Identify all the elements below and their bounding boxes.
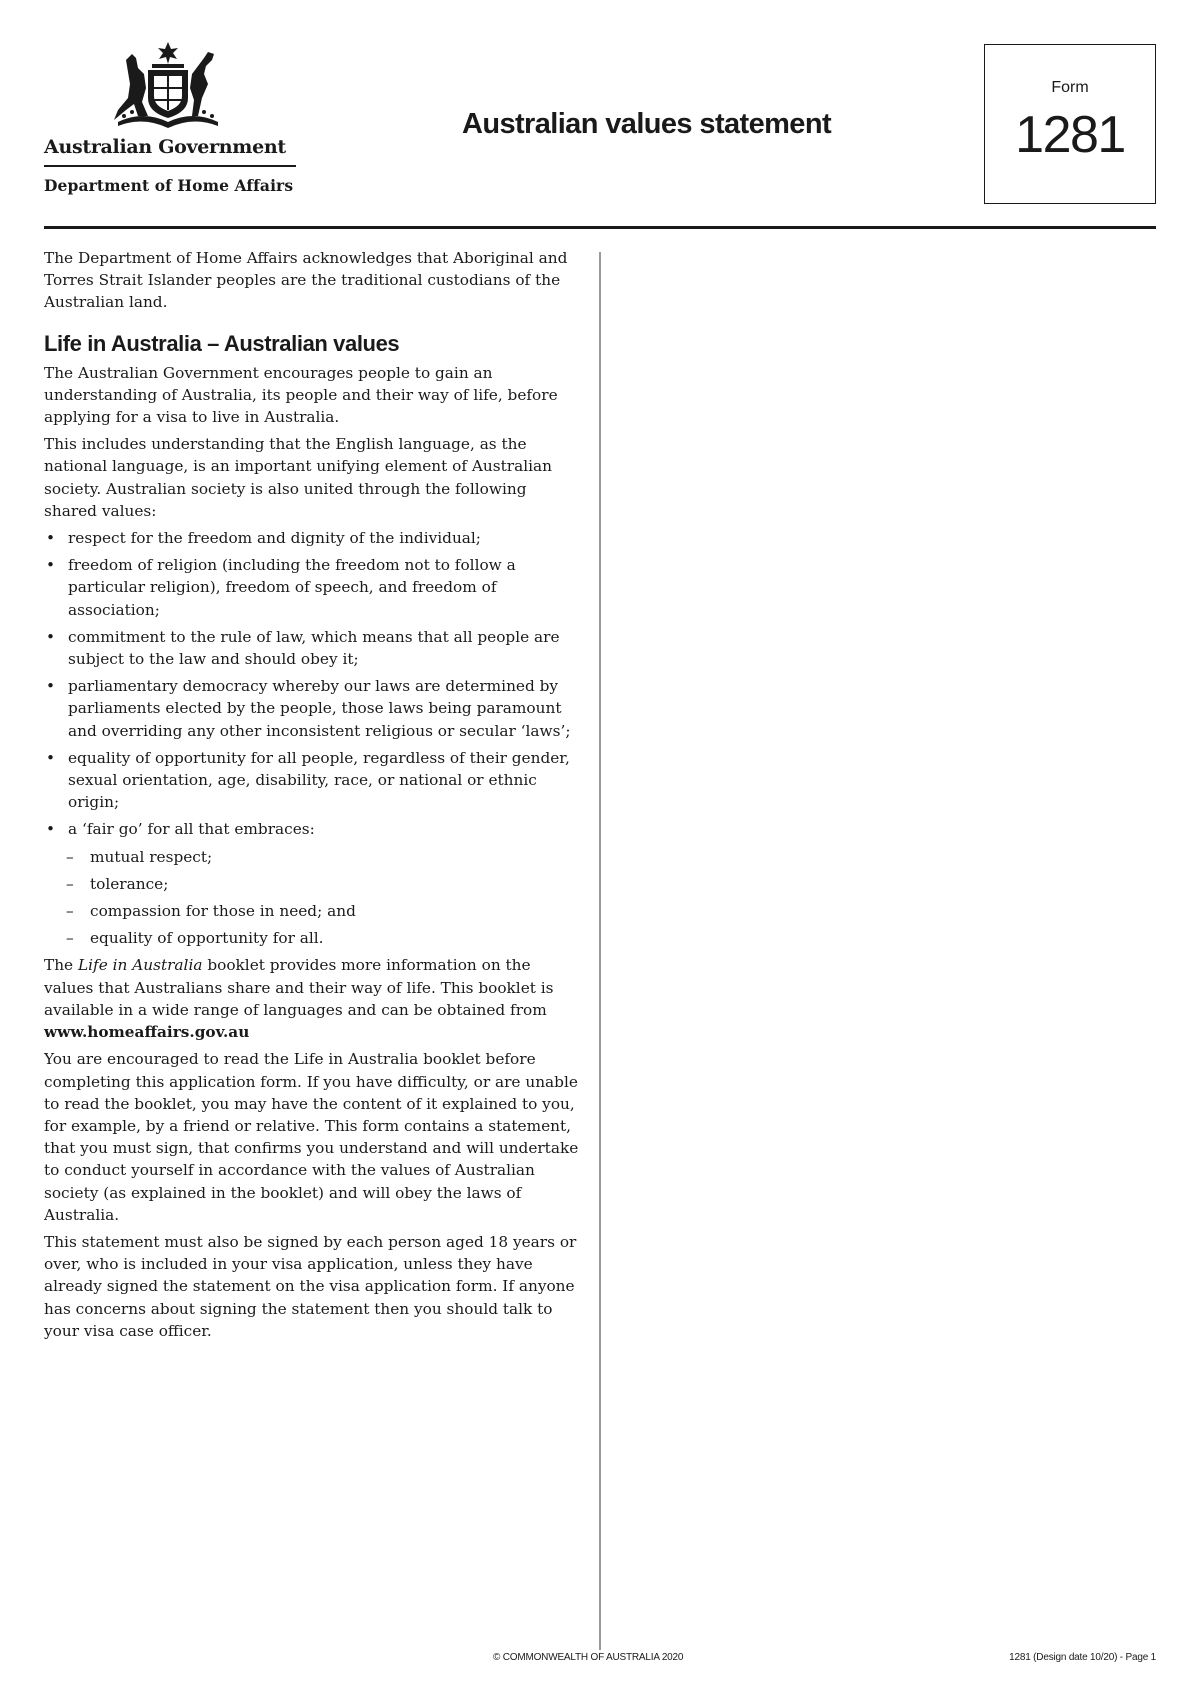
booklet-title: Life in Australia: [77, 956, 203, 975]
booklet-text-prefix: The: [44, 956, 78, 975]
booklet-text-suffix: booklet provides more information on the values that Australians share and their way of life. This booklet is available in a wide range of languages and can be obtained from: [44, 956, 554, 1019]
sub-list-item: [44, 900, 584, 922]
column-divider: [599, 252, 601, 1650]
copyright-notice: © COMMONWEALTH OF AUSTRALIA 2020: [493, 1652, 684, 1663]
list-item: [44, 554, 584, 621]
sub-list-item: [44, 873, 584, 895]
form-number-box: [984, 44, 1156, 204]
fair-go-list: [44, 846, 584, 950]
dash-icon: –: [66, 847, 74, 866]
sub-list-item: [44, 927, 584, 949]
list-item-text: freedom of religion (including the freedom not to follow a particular religion), freedom of speech, and freedom of association;: [68, 556, 516, 619]
list-item: [44, 527, 584, 549]
form-number: 1281: [1015, 106, 1125, 164]
sub-list-item-text: equality of opportunity for all.: [90, 929, 324, 948]
government-divider: [44, 165, 296, 167]
department-name: Department of Home Affairs: [44, 176, 294, 195]
section-heading: Life in Australia – Australian values: [44, 330, 400, 356]
acknowledgement-paragraph: The Department of Home Affairs acknowledges that Aboriginal and Torres Strait Islander peoples are the traditional custodians of the Australian land.: [44, 249, 568, 312]
sub-list-item-text: mutual respect;: [90, 847, 213, 866]
values-intro-paragraph: This includes understanding that the English language, as the national language, is an important unifying element of Australian society. Australian society is also united through the following shared values:: [44, 435, 552, 520]
bullet-icon: •: [46, 820, 56, 839]
government-name: Australian Government: [44, 136, 286, 158]
booklet-paragraph: [44, 954, 584, 1043]
sub-list-item-text: compassion for those in need; and: [90, 902, 356, 921]
main-content: [44, 247, 584, 1347]
coat-of-arms-icon: [108, 40, 228, 130]
list-item: [44, 818, 584, 840]
list-item-text: a ‘fair go’ for all that embraces:: [68, 820, 315, 839]
dash-icon: –: [66, 902, 74, 921]
dash-icon: –: [66, 874, 74, 893]
bullet-icon: •: [46, 556, 56, 575]
values-list: [44, 527, 584, 841]
list-item: [44, 626, 584, 670]
list-item-text: commitment to the rule of law, which means that all people are subject to the law and should obey it;: [68, 627, 560, 669]
bullet-icon: •: [46, 748, 56, 767]
list-item-text: equality of opportunity for all people, regardless of their gender, sexual orientation, age, disability, race, or national or ethnic origin;: [68, 748, 570, 812]
list-item: [44, 675, 584, 742]
intro-paragraph: The Australian Government encourages people to gain an understanding of Australia, its people and their way of life, before applying for a visa to live in Australia.: [44, 363, 558, 427]
list-item: [44, 747, 584, 814]
sub-list-item-text: tolerance;: [90, 874, 169, 893]
page-info: 1281 (Design date 10/20) - Page 1: [1009, 1652, 1156, 1663]
bullet-icon: •: [46, 627, 56, 646]
read-booklet-paragraph: You are encouraged to read the Life in Australia booklet before completing this application form. If you have difficulty, or are unable to read the booklet, you may have the content of it explained to you, for example, by a friend or relative. This form contains a statement, that you must sign, that confirms you understand and will undertake to conduct yourself in accordance with the values of Australian society (as explained in the booklet) and will obey the laws of Australia.: [44, 1050, 579, 1224]
header-divider: [44, 226, 1156, 229]
bullet-icon: •: [46, 677, 56, 696]
signing-paragraph: This statement must also be signed by each person aged 18 years or over, who is included in your visa application, unless they have already signed the statement on the visa application form. If anyone has concerns about signing the statement then you should talk to your visa case officer.: [44, 1232, 577, 1340]
document-title: Australian values statement: [462, 108, 831, 140]
list-item-text: parliamentary democracy whereby our laws are determined by parliaments elected by the people, those laws being paramount and overriding any other inconsistent religious or secular ‘laws’;: [68, 677, 571, 740]
website-link[interactable]: www.homeaffairs.gov.au: [44, 1023, 250, 1042]
list-item-text: respect for the freedom and dignity of the individual;: [68, 529, 481, 548]
dash-icon: –: [66, 929, 74, 948]
form-label: Form: [1051, 79, 1089, 96]
bullet-icon: •: [46, 529, 56, 548]
sub-list-item: [44, 846, 584, 868]
